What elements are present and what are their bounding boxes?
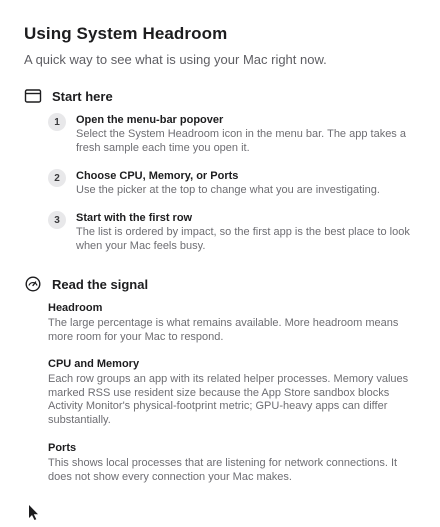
step-number-badge: 3: [48, 211, 66, 229]
signal-item-headroom: [48, 302, 420, 344]
item-title: Headroom: [48, 302, 103, 314]
step-number-badge: 1: [48, 113, 66, 131]
pointer-icon: [24, 504, 42, 522]
section-start-here: [24, 87, 113, 105]
item-description: This shows local processes that are listening for network connections. It does not show every connection your Mac makes.: [48, 457, 398, 483]
step-title: Open the menu-bar popover: [76, 114, 224, 126]
step-description: The list is ordered by impact, so the first app is the best place to look when your Mac feels busy.: [76, 226, 410, 252]
section-read-the-signal: [24, 275, 148, 293]
gauge-icon: [24, 275, 42, 293]
item-description: Each row groups an app with its related helper processes. Memory values marked RSS use resident size because the App Store sandbox blocks Activity Monitor's physical-footprint metric; GPU-heavy apps can differ substantially.: [48, 373, 409, 426]
page-subtitle: A quick way to see what is using your Mac right now.: [24, 52, 327, 67]
signal-item-cpu-memory: [48, 358, 420, 427]
item-description: The large percentage is what remains available. More headroom means more room for your Mac to respond.: [48, 317, 399, 343]
step-number-badge: 2: [48, 169, 66, 187]
step-title: Start with the first row: [76, 212, 193, 224]
window-icon: [24, 87, 42, 105]
item-title: CPU and Memory: [48, 358, 140, 370]
page-title: Using System Headroom: [24, 24, 228, 43]
step-description: Select the System Headroom icon in the menu bar. The app takes a fresh sample each time you open it.: [76, 128, 406, 154]
section-label: Read the signal: [52, 276, 149, 292]
section-label: Start here: [52, 88, 113, 104]
item-title: Ports: [48, 442, 77, 454]
signal-item-ports: [48, 442, 420, 484]
step-description: Use the picker at the top to change what you are investigating.: [76, 184, 380, 196]
step-title: Choose CPU, Memory, or Ports: [76, 170, 239, 182]
